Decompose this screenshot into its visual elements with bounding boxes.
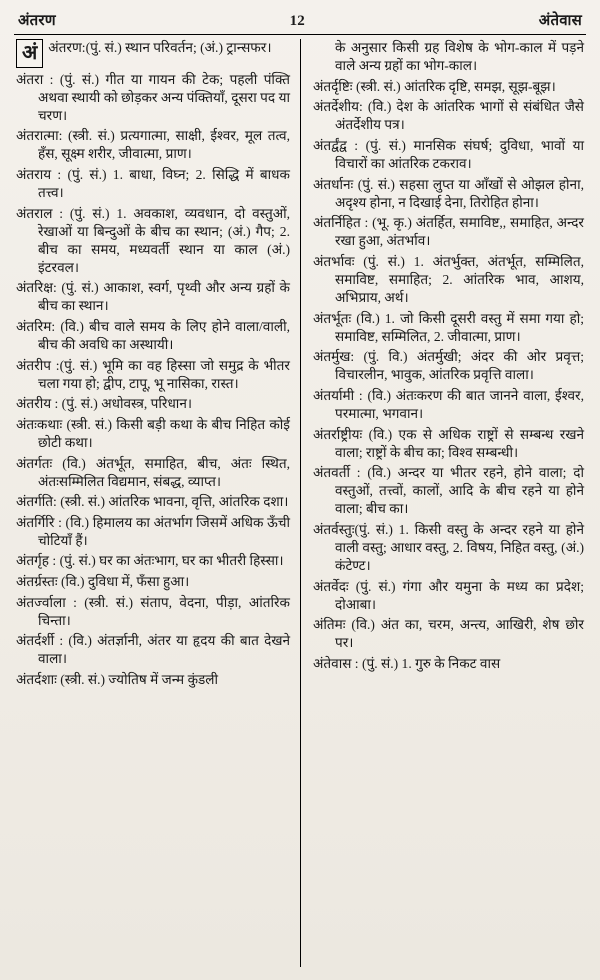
dictionary-entry: अंतर्दशाः (स्त्री. सं.) ज्योतिष में जन्म कुंडली bbox=[16, 671, 219, 687]
dictionary-entry: अंतर्ज्वाला : (स्त्री. सं.) संताप, वेदना, पीड़ा, आंतरिक चिन्ता। bbox=[16, 594, 290, 628]
dictionary-entry: अंतेवास : (पुं. सं.) 1. गुरु के निकट वास bbox=[313, 656, 501, 671]
columns-container bbox=[14, 39, 586, 967]
entry-text: अंतरण:(पुं. सं.) स्थान परिवर्तन; (अं.) ट्रान्सफर। bbox=[48, 40, 272, 55]
dictionary-entry: अंतवर्ती : (वि.) अन्दर या भीतर रहने, होने वाला; दो वस्तुओं, तत्त्वों, कालों, आदि के बीच रहने या होने वाला; बीच का। bbox=[313, 465, 584, 517]
dictionary-entry: अंतर्दृष्टिः (स्त्री. सं.) आंतरिक दृष्टि, समझ, सूझ-बूझ। bbox=[313, 78, 556, 94]
dictionary-entry: अंतर्धानः (पुं. सं.) सहसा लुप्त या आँखों से ओझल होना, अदृश्य होना, न दिखाई देना, तिरोहित होना। bbox=[313, 176, 584, 210]
header-divider bbox=[14, 34, 586, 35]
dictionary-entry: अंतरिम: (वि.) बीच वाले समय के लिए होने वाला/वाली, बीच की अवधि का अस्थायी। bbox=[16, 319, 290, 353]
dictionary-entry: अंतर्गिरि : (वि.) हिमालय का अंतर्भाग जिसमें अधिक ऊँची चोटियाँ हैं। bbox=[16, 514, 290, 548]
dictionary-entry: अंतर्यामी : (वि.) अंतःकरण की बात जानने वाला, ईश्वर, परमात्मा, भगवान। bbox=[313, 387, 584, 421]
dictionary-entry: अंतर्दर्शी : (वि.) अंतर्ज्ञानी, अंतर या हृदय की बात देखने वाला। bbox=[16, 633, 290, 667]
dictionary-entry: अंतर्भावः (पुं. सं.) 1. अंतर्भुक्त, अंतर्भूत, सम्मिलित, समाविष्ट, समाहित; 2. आंतरिक भाव, आशय, अभिप्राय, अर्थ। bbox=[313, 253, 584, 306]
dictionary-entry: अंतराल : (पुं. सं.) 1. अवकाश, व्यवधान, दो वस्तुओं, रेखाओं या बिन्दुओं के बीच का स्थान; (अं.) गैप; 2. बीच का समय, मध्यवर्ती स्थान या काल (अं.) इंटरवल। bbox=[16, 205, 290, 275]
page-number: 12 bbox=[289, 13, 305, 29]
dictionary-entry: अंतर्भूतः (वि.) 1. जो किसी दूसरी वस्तु में समा गया हो; समाविष्ट, सम्मिलित, 2. जीवात्मा, प्राण। bbox=[313, 310, 584, 344]
dictionary-entry: अंतर्द्वंद्व : (पुं. सं.) मानसिक संघर्ष; दुविधा, भावों या विचारों का आंतरिक टकराव। bbox=[313, 137, 584, 171]
running-head-left: अंतरण bbox=[18, 13, 56, 29]
dictionary-entry: अंतरा : (पुं. सं.) गीत या गायन की टेक; पहली पंक्ति अथवा स्थायी को छोड़कर अन्य पंक्तियाँ, दूसरा पद या चरण। bbox=[16, 71, 290, 123]
dictionary-entry: अंतर्वस्तुः(पुं. सं.) 1. किसी वस्तु के अन्दर रहने या होने वाली वस्तु; आधार वस्तु, 2. विषय, निहित वस्तु, (अं.) कंटेण्ट। bbox=[313, 521, 584, 574]
dictionary-entry: अंतरीप :(पुं. सं.) भूमि का वह हिस्सा जो समुद्र के भीतर चला गया हो; द्वीप, टापू, भू नासिका, रास्त। bbox=[16, 357, 290, 391]
entry-continuation: के अनुसार किसी ग्रह विशेष के भोग-काल में पड़ने वाले अन्य ग्रहों का भोग-काल। bbox=[335, 40, 584, 74]
dictionary-entry: अंतरात्मा: (स्त्री. सं.) प्रत्यगात्मा, साक्षी, ईश्वर, मूल तत्व, हँस, सूक्ष्म शरीर, जीवात्मा, प्राण। bbox=[16, 128, 290, 162]
dictionary-entry: अंतरिक्ष: (पुं. सं.) आकाश, स्वर्ग, पृथ्वी और अन्य ग्रहों के बीच का स्थान। bbox=[16, 280, 290, 314]
dictionary-entry: अंतर्राष्ट्रीयः (वि.) एक से अधिक राष्ट्रों से सम्बन्ध रखने वाला; राष्ट्रों के बीच का; विश्व सम्बन्धी। bbox=[313, 426, 584, 460]
dictionary-entry: अंतर्निहित : (भू. कृ.) अंतर्हित, समाविष्ट,, समाहित, अन्दर रखा हुआ, अंतर्भाव। bbox=[313, 215, 584, 249]
running-head-right: अंतेवास bbox=[538, 13, 582, 29]
section-letter: अं bbox=[16, 39, 43, 68]
dictionary-entry: अंतर्गतः (वि.) अंतर्भूत, समाहित, बीच, अंतः स्थित, अंतःसम्मिलित विद्यमान, संबद्ध, व्याप्त। bbox=[16, 455, 290, 489]
dictionary-entry: अंतर्ग्रस्तः (वि.) दुविधा में, फँसा हुआ। bbox=[16, 574, 190, 590]
right-column bbox=[300, 39, 586, 967]
dropcap-entry bbox=[16, 39, 290, 68]
dictionary-entry: अंतर्वेदः (पुं. सं.) गंगा और यमुना के मध्य का प्रदेश; दोआबा। bbox=[313, 578, 584, 612]
dictionary-entry: अंतराय : (पुं. सं.) 1. बाधा, विघ्न; 2. सिद्धि में बाधक तत्त्व। bbox=[16, 166, 290, 200]
dictionary-entry: अंतर्गति: (स्त्री. सं.) आंतरिक भावना, वृत्ति, आंतरिक दशा। bbox=[16, 494, 289, 510]
dictionary-entry: अंतर्देशीय: (वि.) देश के आंतरिक भागों से संबंधित जैसे अंतर्देशीय पत्र। bbox=[313, 99, 584, 133]
left-column bbox=[14, 39, 300, 967]
dictionary-entry: अंतःकथाः (स्त्री. सं.) किसी बड़ी कथा के बीच निहित कोई छोटी कथा। bbox=[16, 416, 290, 450]
dictionary-entry: अंतरीय : (पुं. सं.) अधोवस्त्र, परिधान। bbox=[16, 396, 193, 412]
page-header bbox=[14, 10, 586, 33]
dictionary-entry: अंतर्गृह : (पुं. सं.) घर का अंतःभाग, घर का भीतरी हिस्सा। bbox=[16, 553, 284, 569]
dictionary-entry: अंतर्मुख: (पुं. वि.) अंतर्मुखी; अंदर की ओर प्रवृत्त; विचारलीन, भावुक, आंतरिक प्रवृत्ति वाला। bbox=[313, 349, 584, 383]
dictionary-entry: अंतिमः (वि.) अंत का, चरम, अन्त्य, आखिरी, शेष छोर पर। bbox=[313, 617, 584, 651]
